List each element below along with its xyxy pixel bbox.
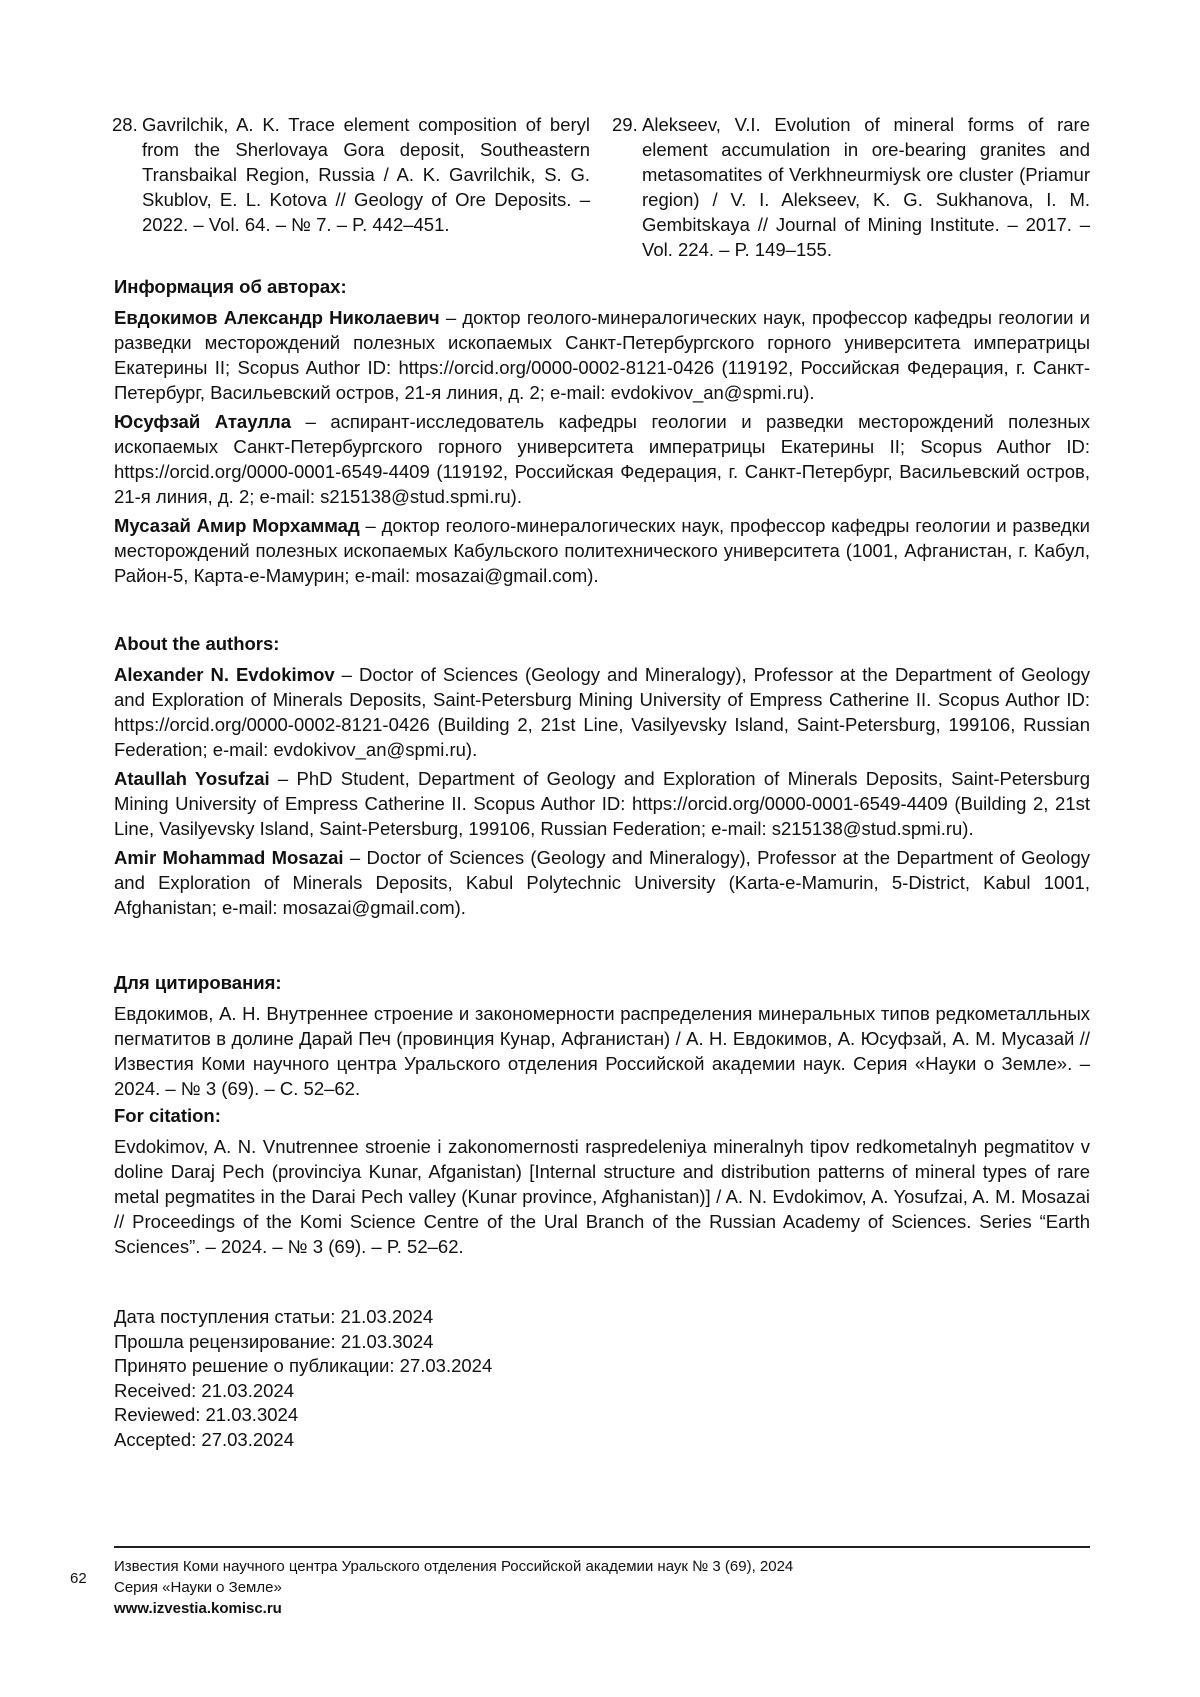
author-en-entry <box>114 662 1090 762</box>
author-info: – Doctor of Sciences (Geology and Mineralogy), Professor at the Department of Geology and Exploration of Minerals Deposits, Kabul Polytechnic University (Karta-e-Mamurin, 5-District, Kabul 1001, Afghanistan; e-mail: mosazai@gmail.com). <box>114 847 1090 918</box>
reference-text: Alekseev, V.I. Evolution of mineral forms of rare element accumulation in ore-bearing granites and metasomatites of Verkhneurmiysk ore cluster (Priamur region) / V. I. Alekseev, K. G. Sukhanova, I. M. Gembitskaya // Journal of Mining Institute. – 2017. – Vol. 224. – P. 149–155. <box>642 114 1090 260</box>
date-line: Reviewed: 21.03.3024 <box>114 1404 299 1425</box>
author-info: – PhD Student, Department of Geology and Exploration of Minerals Deposits, Saint-Petersburg Mining University of Empress Catherine II. Scopus Author ID: https://orcid.org/0000-0001-6549-4409 (Building 2, 21st Line, Vasilyevsky Island, Saint-Petersburg, 199106, Russian Federation; e-mail: s215138@stud.spmi.ru). <box>114 768 1090 839</box>
author-name: Ataullah Yosufzai <box>114 768 270 789</box>
page-footer <box>114 1556 793 1619</box>
author-name: Amir Mohammad Mosazai <box>114 847 344 868</box>
author-ru-entry <box>114 513 1090 588</box>
reference-number: 29. <box>612 114 638 135</box>
author-info: – Doctor of Sciences (Geology and Mineralogy), Professor at the Department of Geology and Exploration of Minerals Deposits, Saint-Petersburg Mining University of Empress Catherine II. Scopus Author ID: https://orcid.org/0000-0002-8121-0426 (Building 2, 21st Line, Vasilyevsky Island, Saint-Petersburg, 199106, Russian Federation; e-mail: evdokivov_an@spmi.ru). <box>114 664 1090 760</box>
authors-en-heading: About the authors: <box>114 633 280 654</box>
date-line: Received: 21.03.2024 <box>114 1379 294 1401</box>
author-info: – аспирант-исследователь кафедры геологии и разведки месторождений полезных ископаемых Санкт-Петербургского горного университета императрицы Екатерины II; Scopus Author ID: https://orcid.org/0000-0001-6549-4409 (119192, Российская Федерация, г. Санкт-Петербург, Васильевский остров, 21-я линия, д. 2; e-mail: s215138@stud.spmi.ru). <box>114 411 1091 507</box>
page-number: 62 <box>70 1570 87 1587</box>
author-info: – доктор геолого-минералогических наук, профессор кафедры геологии и разведки месторождений полезных ископаемых Санкт-Петербургского горного университета императрицы Екатерины II; Scopus Author ID: https://orcid.org/0000-0002-8121-0426 (119192, Российская Федерация, г. Санкт-Петербург, Васильевский остров, 21-я линия, д. 2; e-mail: evdokivov_an@spmi.ru). <box>114 307 1090 403</box>
citation-en-text: Evdokimov, A. N. Vnutrennee stroenie i zakonomernosti raspredeleniya mineralnyh tipov redkometalnyh pegmatitov v doline Daraj Pech (provinciya Kunar, Afganistan) [Internal structure and distribution patterns of mineral types of rare metal pegmatites in the Darai Pech valley (Kunar province, Afghanistan)] / A. N. Evdokimov, A. Yosufzai, A. M. Mosazai // Proceedings of the Komi Science Centre of the Ural Branch of the Russian Academy of Sciences. Series “Earth Sciences”. – 2024. – № 3 (69). – P. 52–62. <box>114 1136 1090 1257</box>
footer-divider <box>114 1546 1090 1548</box>
author-name: Юсуфзай Атаулла <box>114 411 292 432</box>
footer-journal: Известия Коми научного центра Уральского отделения Российской академии наук № 3 (69), 2024 <box>114 1558 794 1575</box>
citation-en-section <box>114 1103 1090 1263</box>
date-line: Accepted: 27.03.2024 <box>114 1428 295 1450</box>
citation-ru-heading: Для цитирования: <box>114 972 282 993</box>
article-dates <box>114 1305 492 1452</box>
citation-ru-text: Евдокимов, А. Н. Внутреннее строение и закономерности распределения минеральных типов редкометалльных пегматитов в долине Дарай Печ (провинция Кунар, Афганистан) / А. Н. Евдокимов, А. Юсуфзай, А. М. Мусазай // Известия Коми научного центра Уральского отделения Российской академии наук. Серия «Науки о Земле». – 2024. – № 3 (69). – С. 52–62. <box>114 1003 1090 1099</box>
citation-en-heading: For citation: <box>114 1105 221 1126</box>
footer-series: Серия «Науки о Земле» <box>114 1579 282 1596</box>
citation-ru-section <box>114 970 1090 1105</box>
reference-number: 28. <box>112 114 138 135</box>
reference-list <box>112 112 1090 262</box>
reference-item <box>112 112 590 262</box>
reference-text: Gavrilchik, A. K. Trace element composition of beryl from the Sherlovaya Gora deposit, Southeastern Transbaikal Region, Russia / A. K. Gavrilchik, S. G. Skublov, E. L. Kotova // Geology of Ore Deposits. – 2022. – Vol. 64. – № 7. – P. 442–451. <box>142 114 590 235</box>
author-info: – доктор геолого-минералогических наук, профессор кафедры геологии и разведки месторождений полезных ископаемых Кабульского политехнического университета (1001, Афганистан, г. Кабул, Район-5, Карта-е-Мамурин; e-mail: mosazai@gmail.com). <box>114 515 1090 586</box>
reference-item <box>612 112 1090 262</box>
footer-url[interactable]: www.izvestia.komisc.ru <box>114 1600 282 1617</box>
author-en-entry <box>114 845 1090 920</box>
author-en-entry <box>114 766 1090 841</box>
date-line: Дата поступления статьи: 21.03.2024 <box>114 1306 434 1327</box>
authors-ru-section <box>114 274 1090 592</box>
authors-ru-heading: Информация об авторах: <box>114 276 347 297</box>
author-name: Евдокимов Александр Николаевич <box>114 307 440 328</box>
author-name: Alexander N. Evdokimov <box>114 664 335 685</box>
author-ru-entry <box>114 409 1090 509</box>
date-line: Прошла рецензирование: 21.03.3024 <box>114 1330 434 1352</box>
date-line: Принято решение о публикации: 27.03.2024 <box>114 1355 493 1376</box>
authors-en-section <box>114 631 1090 924</box>
author-ru-entry <box>114 305 1090 405</box>
author-name: Мусазай Амир Морхаммад <box>114 515 360 536</box>
